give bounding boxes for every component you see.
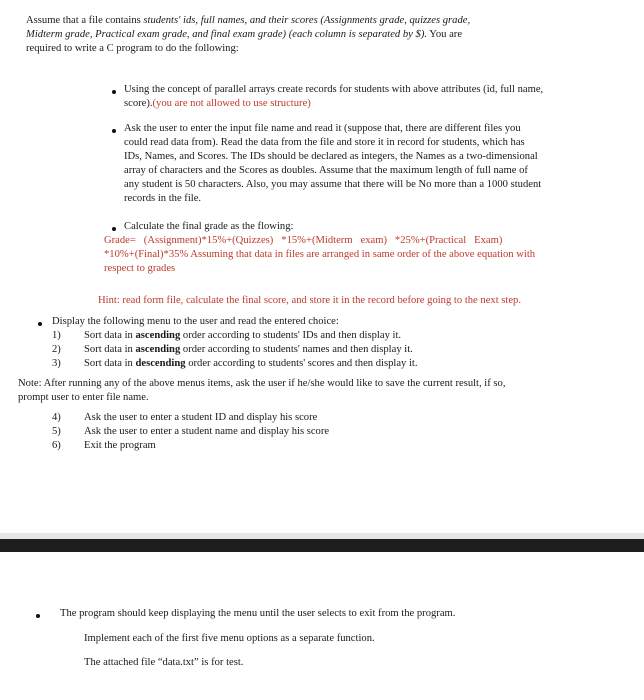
grade-formula-1: Grade= (Assignment)*15%+(Quizzes) *15%+(Midterm exam) *25%+(Practical Exam) <box>104 235 503 246</box>
intro-italic-2: Midterm grade, Practical exam grade, and final exam grade) (each column is separated by $). <box>26 29 428 40</box>
bullet2-line-2: could read data from). Read the data from the file and store it in record for students, which has <box>124 137 525 148</box>
menu-item-5: Ask the user to enter a student name and display his score <box>84 426 330 437</box>
bullet-dot <box>112 129 116 133</box>
menu-item-pre: Sort data in <box>84 330 136 341</box>
bottom-bullet: The program should keep displaying the menu until the user selects to exit from the program. <box>60 608 456 619</box>
menu-item-num: 6) <box>52 440 61 451</box>
menu-item-6: Exit the program <box>84 440 156 451</box>
menu-item-post: order according to students' scores and then display it. <box>185 358 418 369</box>
hint-text: Hint: read form file, calculate the final score, and store it in the record before going to the next step. <box>98 295 522 306</box>
bullet2-line-5: any student is 50 characters. Also, you may assume that there will be No more than a 1000 student <box>124 179 542 190</box>
bullet1-score: score). <box>124 98 153 109</box>
intro-line-3: required to write a C program to do the following: <box>26 43 239 54</box>
intro-lead: Assume that a file contains <box>26 15 144 26</box>
menu-item-pre: Sort data in <box>84 358 136 369</box>
bullet-dot <box>112 90 116 94</box>
bullet2-line-6: records in the file. <box>124 193 202 204</box>
menu-item-post: order according to students' IDs and then display it. <box>180 330 402 341</box>
menu-item-post: order according to students' names and then display it. <box>180 344 413 355</box>
note-line-1: Note: After running any of the above menus items, ask the user if he/she would like to save the current result, if so, <box>18 378 506 389</box>
menu-item-4: Ask the user to enter a student ID and display his score <box>84 412 318 423</box>
bullet2-line-4: array of characters and the Scores as doubles. Assume that the maximum length of full name of <box>124 165 528 176</box>
menu-item-num: 1) <box>52 330 61 341</box>
bullet3-line-1: Calculate the final grade as the flowing: <box>124 221 294 232</box>
menu-intro: Display the following menu to the user and read the entered choice: <box>52 316 339 327</box>
menu-item-bold: ascending <box>135 330 181 341</box>
menu-item-pre: Sort data in <box>84 344 136 355</box>
intro-line-1 <box>26 14 636 27</box>
note-line-2: prompt user to enter file name. <box>18 392 149 403</box>
menu-item-2 <box>84 343 634 356</box>
bullet1-red-note: (you are not allowed to use structure) <box>152 98 311 109</box>
bullet-dot <box>36 614 40 618</box>
intro-line-2 <box>26 28 636 41</box>
grade-formula-2: *10%+(Final)*35% Assuming that data in files are arranged in same order of the above equation with <box>104 249 536 260</box>
menu-item-3 <box>84 357 634 370</box>
menu-item-num: 5) <box>52 426 61 437</box>
menu-item-num: 2) <box>52 344 61 355</box>
menu-item-1 <box>84 329 634 342</box>
intro-tail: You are <box>427 29 463 40</box>
bullet1-line-2 <box>124 97 636 110</box>
menu-item-bold: descending <box>135 358 186 369</box>
bottom-line-2: Implement each of the first five menu options as a separate function. <box>84 633 375 644</box>
intro-italic-1: students' ids, full names, and their scores (Assignments grade, quizzes grade, <box>143 15 471 26</box>
bullet1-line-1: Using the concept of parallel arrays create records for students with above attributes (id, full name, <box>124 84 544 95</box>
bottom-line-3: The attached file “data.txt” is for test. <box>84 657 244 668</box>
grade-formula-3: respect to grades <box>104 263 176 274</box>
menu-item-num: 4) <box>52 412 61 423</box>
bullet2-line-3: IDs, Names, and Scores. The IDs should be declared as integers, the Names as a two-dimensional <box>124 151 538 162</box>
bullet-dot <box>38 322 42 326</box>
bullet2-line-1: Ask the user to enter the input file name and read it (suppose that, there are different files you <box>124 123 521 134</box>
page-divider <box>0 539 644 552</box>
bullet-dot <box>112 227 116 231</box>
menu-item-bold: ascending <box>135 344 181 355</box>
menu-item-num: 3) <box>52 358 61 369</box>
